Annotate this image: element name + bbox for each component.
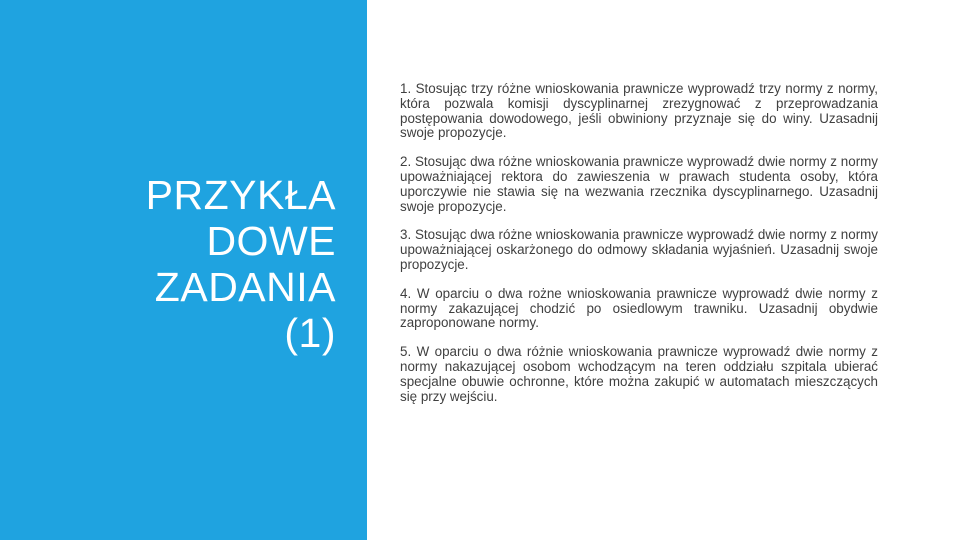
slide-title: PRZYKŁA DOWE ZADANIA (1) [145,172,336,356]
task-item-3: 3. Stosując dwa różne wnioskowania prawnicze wyprowadź dwie normy z normy upoważniającej oskarżonego do odmowy składania wyjaśnień. Uzasadnij swoje propozycje. [400,227,878,272]
task-list [400,82,878,418]
task-item-5: 5. W oparciu o dwa różnie wnioskowania prawnicze wyprowadź dwie normy z normy nakazującej osobom wchodzącym na teren oddziału szpitala ubierać specjalne obuwie ochronne, które można zakupić w automatach mieszczących się przy wejściu. [400,344,878,404]
task-item-4: 4. W oparciu o dwa rożne wnioskowania prawnicze wyprowadź dwie normy z normy zakazującej chodzić po osiedlowym trawniku. Uzasadnij obydwie zaproponowane normy. [400,285,878,331]
task-item-1: 1. Stosując trzy różne wnioskowania prawnicze wyprowadź trzy normy z normy, która pozwala komisji dyscyplinarnej zrezygnować z przeprowadzania postępowania dowodowego, jeśli obwiniony przyznaje się do winy. Uzasadnij swoje propozycje. [400,81,878,141]
title-panel [0,0,367,540]
task-item-2: 2. Stosując dwa różne wnioskowania prawnicze wyprowadź dwie normy z normy upoważniającej rektora do zawieszenia w prawach studenta osoby, która uporczywie nie stawia się na wezwania rzecznika dyscyplinarnego. Uzasadnij swoje propozycje. [400,154,878,214]
